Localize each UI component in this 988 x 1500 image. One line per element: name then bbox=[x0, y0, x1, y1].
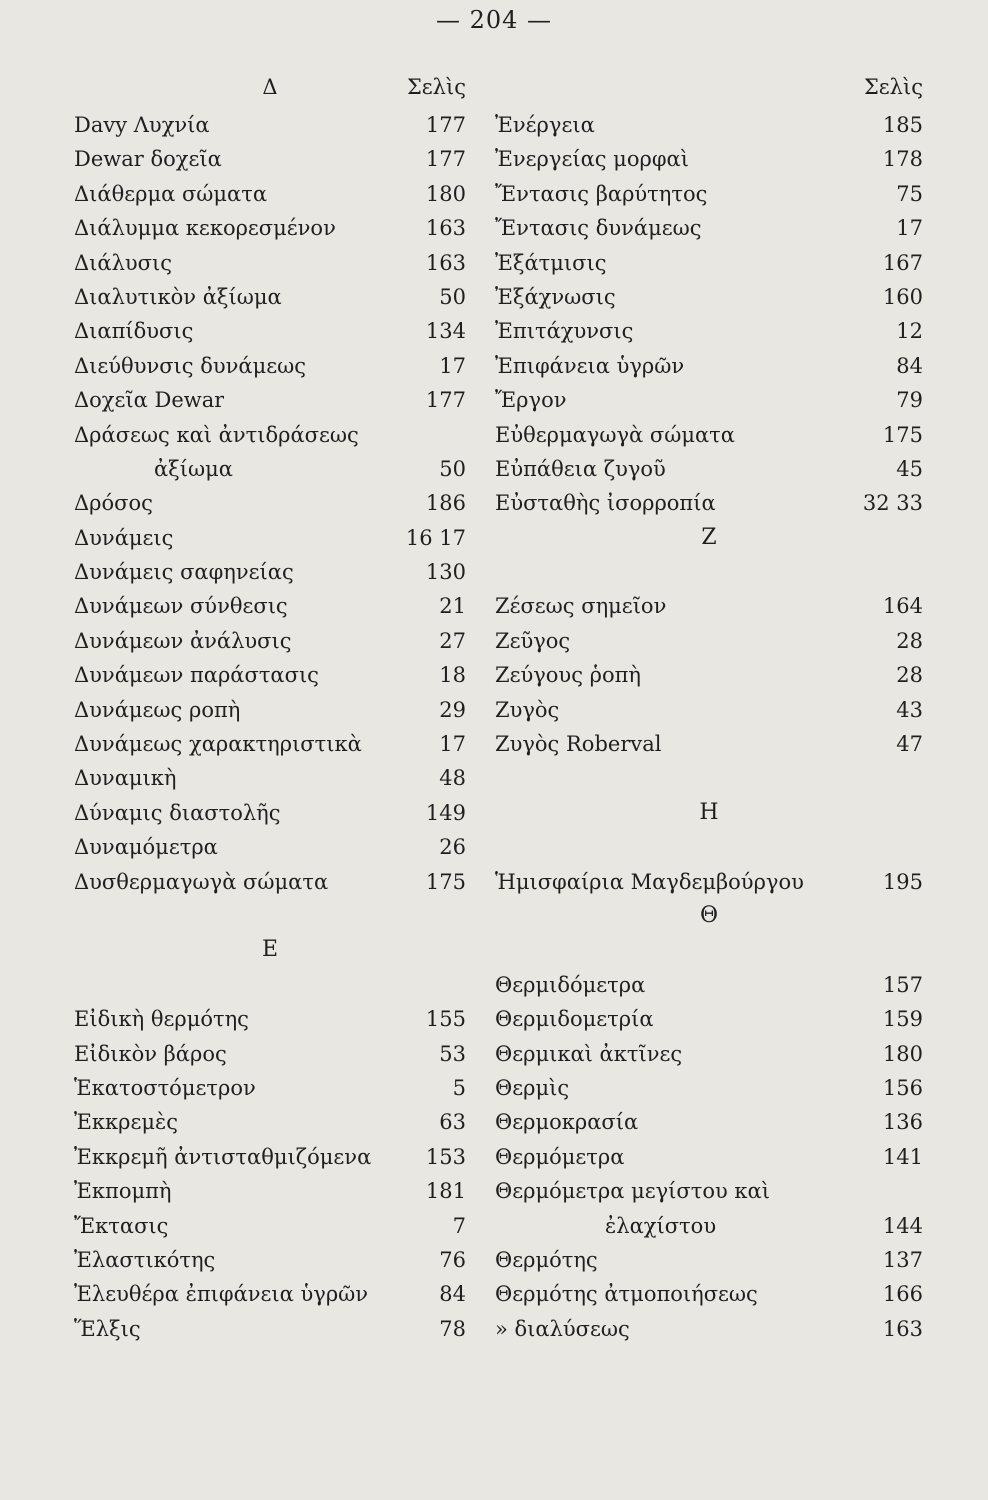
index-term: Διάλυμμα κεκορεσμένον bbox=[74, 216, 336, 241]
index-page: 175 bbox=[882, 422, 923, 447]
index-page: 75 bbox=[896, 181, 923, 206]
index-page: 26 bbox=[439, 835, 466, 860]
index-right-column bbox=[495, 73, 923, 1346]
index-entry bbox=[74, 555, 466, 589]
index-entry bbox=[495, 177, 923, 211]
index-page: 53 bbox=[439, 1041, 466, 1066]
index-page: 164 bbox=[882, 594, 923, 619]
index-entry bbox=[495, 693, 923, 727]
index-page: 167 bbox=[882, 250, 923, 275]
index-page: 175 bbox=[425, 869, 466, 894]
page-number: — 204 — bbox=[435, 6, 553, 34]
index-entry bbox=[74, 658, 466, 692]
index-term: Davy Λυχνία bbox=[74, 113, 210, 137]
page-column-header: Σελὶς bbox=[863, 75, 923, 99]
index-page: 177 bbox=[425, 388, 466, 413]
index-term: Θερμὶς bbox=[495, 1075, 570, 1100]
index-group-eta bbox=[495, 865, 923, 899]
index-entry bbox=[74, 349, 466, 383]
index-term: Διεύθυνσις δυνάμεως bbox=[74, 353, 306, 378]
index-term: Θερμόμετρα μεγίστου καὶ bbox=[495, 1179, 770, 1204]
index-term: Διαπίδυσις bbox=[74, 319, 194, 344]
index-entry bbox=[74, 246, 466, 280]
index-group-delta bbox=[74, 108, 466, 899]
index-entry bbox=[74, 1277, 466, 1311]
index-term: Θερμιδόμετρα bbox=[495, 972, 646, 997]
index-page: 50 bbox=[439, 456, 466, 481]
index-page: 76 bbox=[439, 1247, 466, 1272]
index-term: Ἐκπομπὴ bbox=[74, 1179, 172, 1204]
index-term: Ἕλξις bbox=[74, 1316, 141, 1341]
index-entry bbox=[74, 177, 466, 211]
index-page: 156 bbox=[882, 1075, 923, 1100]
index-entry bbox=[74, 624, 466, 658]
index-page: 181 bbox=[425, 1179, 466, 1204]
index-term: Ζυγὸς Roberval bbox=[495, 732, 662, 757]
index-term: Ἔκτασις bbox=[74, 1213, 169, 1238]
index-term: Εἰδικὴ θερμότης bbox=[74, 1007, 249, 1032]
index-entry bbox=[495, 1140, 923, 1174]
index-page: 185 bbox=[882, 113, 923, 137]
index-entry bbox=[495, 1243, 923, 1277]
index-term: Εὐσταθὴς ἰσορροπία bbox=[495, 491, 716, 516]
index-term: Δυναμικὴ bbox=[74, 766, 177, 791]
index-entry bbox=[495, 1002, 923, 1036]
index-term: Ἑκατοστόμετρον bbox=[74, 1075, 256, 1100]
index-term: Διάθερμα σώματα bbox=[74, 181, 268, 206]
index-entry bbox=[74, 830, 466, 864]
index-term: Ἡμισφαίρια Μαγδεμβούργου bbox=[495, 869, 804, 894]
index-term: Δυνάμεως χαρακτηριστικὰ bbox=[74, 732, 362, 757]
index-entry bbox=[74, 142, 466, 176]
index-term: » διαλύσεως bbox=[495, 1316, 630, 1341]
section-header-delta bbox=[74, 73, 466, 108]
index-page: 163 bbox=[425, 216, 466, 241]
index-page: 29 bbox=[439, 697, 466, 722]
index-group-epsilon bbox=[74, 1002, 466, 1346]
index-entry bbox=[495, 1277, 923, 1311]
page-column-header: Σελὶς bbox=[406, 75, 466, 99]
index-term: Ἐνεργείας μορφαὶ bbox=[495, 147, 689, 172]
index-term: Δοχεῖα Dewar bbox=[74, 388, 225, 413]
index-entry bbox=[495, 1174, 923, 1208]
index-entry bbox=[495, 314, 923, 348]
index-entry bbox=[74, 314, 466, 348]
index-page: 137 bbox=[882, 1247, 923, 1272]
index-entry bbox=[74, 1071, 466, 1105]
index-page: 136 bbox=[882, 1110, 923, 1135]
index-entry bbox=[495, 349, 923, 383]
index-page: 180 bbox=[882, 1041, 923, 1066]
index-entry bbox=[495, 1105, 923, 1139]
index-page: 160 bbox=[882, 284, 923, 309]
index-term: Ἐξάτμισις bbox=[495, 250, 607, 275]
index-term: Δυνάμεων παράστασις bbox=[74, 663, 319, 688]
index-page: 7 bbox=[452, 1213, 466, 1238]
index-entry bbox=[495, 865, 923, 899]
index-term: ἐλαχίστου bbox=[605, 1213, 717, 1238]
index-page: 157 bbox=[882, 972, 923, 997]
index-term: Ἐκκρεμὲς bbox=[74, 1110, 179, 1135]
index-term: Εἰδικὸν βάρος bbox=[74, 1041, 227, 1066]
index-entry bbox=[74, 796, 466, 830]
index-term: Δυνάμεις σαφηνείας bbox=[74, 560, 294, 585]
index-entry bbox=[74, 589, 466, 623]
index-term: Ἐνέργεια bbox=[495, 113, 595, 137]
index-term: Ἐλευθέρα ἐπιφάνεια ὑγρῶν bbox=[74, 1282, 369, 1307]
index-page: 43 bbox=[896, 697, 923, 722]
index-page: 84 bbox=[439, 1282, 466, 1307]
index-page: 134 bbox=[425, 319, 466, 344]
index-entry bbox=[74, 1105, 466, 1139]
section-letter: Δ bbox=[262, 75, 278, 99]
index-entry bbox=[74, 1174, 466, 1208]
index-page: 144 bbox=[882, 1213, 923, 1238]
index-entry bbox=[495, 727, 923, 761]
index-term: Εὐθερμαγωγὰ σώματα bbox=[495, 422, 735, 447]
index-entry bbox=[495, 108, 923, 142]
index-entry bbox=[495, 1037, 923, 1071]
index-entry bbox=[495, 1071, 923, 1105]
index-page: 141 bbox=[882, 1144, 923, 1169]
index-entry bbox=[74, 1312, 466, 1346]
index-entry bbox=[495, 486, 923, 520]
index-entry bbox=[74, 383, 466, 417]
index-term: Ζέσεως σημεῖον bbox=[495, 594, 667, 619]
index-page: 21 bbox=[439, 594, 466, 619]
index-page: 130 bbox=[425, 560, 466, 585]
index-page: 79 bbox=[896, 388, 923, 413]
index-term: Ἐπιφάνεια ὑγρῶν bbox=[495, 353, 685, 378]
index-page: 155 bbox=[425, 1007, 466, 1032]
index-page: 32 33 bbox=[862, 491, 923, 516]
index-entry bbox=[495, 1312, 923, 1346]
index-page: 45 bbox=[896, 456, 923, 481]
index-entry bbox=[495, 211, 923, 245]
section-letter-eta: Η bbox=[699, 799, 719, 825]
index-term: Θερμικαὶ ἀκτῖνες bbox=[495, 1041, 683, 1066]
index-page: 17 bbox=[896, 216, 923, 241]
index-group-zeta bbox=[495, 589, 923, 761]
index-page: 27 bbox=[439, 628, 466, 653]
index-page: 180 bbox=[425, 181, 466, 206]
index-page: 28 bbox=[896, 628, 923, 653]
index-page: 5 bbox=[452, 1075, 466, 1100]
index-page: 163 bbox=[882, 1316, 923, 1341]
index-page: 48 bbox=[439, 766, 466, 791]
index-term: Ἔργον bbox=[495, 388, 567, 413]
index-entry bbox=[495, 280, 923, 314]
index-page: 12 bbox=[896, 319, 923, 344]
index-left-column bbox=[74, 73, 466, 1346]
index-term: Διαλυτικὸν ἀξίωμα bbox=[74, 284, 282, 309]
section-header-right bbox=[495, 73, 923, 108]
index-term: Θερμότης bbox=[495, 1247, 598, 1272]
index-page: 47 bbox=[896, 732, 923, 757]
index-entry bbox=[495, 246, 923, 280]
index-page: 16 17 bbox=[405, 525, 466, 550]
index-entry bbox=[74, 211, 466, 245]
index-page: 177 bbox=[425, 113, 466, 137]
index-term: Ἐπιτάχυνσις bbox=[495, 319, 634, 344]
index-term: Ἐλαστικότης bbox=[74, 1247, 216, 1272]
index-entry bbox=[74, 1037, 466, 1071]
index-term: Ζεύγους ῥοπὴ bbox=[495, 663, 642, 688]
index-entry bbox=[495, 452, 923, 486]
index-page: 149 bbox=[425, 800, 466, 825]
index-entry bbox=[495, 142, 923, 176]
index-page: 28 bbox=[896, 663, 923, 688]
index-entry bbox=[74, 727, 466, 761]
index-entry bbox=[74, 418, 466, 452]
index-page: 63 bbox=[439, 1110, 466, 1135]
section-letter-theta: Θ bbox=[699, 902, 719, 928]
section-letter-epsilon: Ε bbox=[261, 937, 279, 963]
index-term: Δρόσος bbox=[74, 491, 153, 516]
index-term: Ἔντασις βαρύτητος bbox=[495, 181, 708, 206]
index-term: Δράσεως καὶ ἀντιδράσεως bbox=[74, 422, 359, 447]
index-entry bbox=[74, 1140, 466, 1174]
index-entry bbox=[74, 108, 466, 142]
index-entry bbox=[74, 693, 466, 727]
index-page: 78 bbox=[439, 1316, 466, 1341]
index-term: Δυνάμεων ἀνάλυσις bbox=[74, 628, 292, 653]
index-entry bbox=[495, 418, 923, 452]
index-group-theta bbox=[495, 968, 923, 1346]
index-page: 186 bbox=[425, 491, 466, 516]
index-term: ἀξίωμα bbox=[154, 456, 233, 481]
index-page: 17 bbox=[439, 732, 466, 757]
index-page: 166 bbox=[882, 1282, 923, 1307]
index-page: 195 bbox=[882, 869, 923, 894]
index-term: Ἐξάχνωσις bbox=[495, 284, 616, 309]
index-term: Διάλυσις bbox=[74, 250, 172, 275]
index-page: 18 bbox=[439, 663, 466, 688]
index-term: Θερμοκρασία bbox=[495, 1110, 639, 1135]
index-entry bbox=[495, 624, 923, 658]
index-entry bbox=[495, 968, 923, 1002]
index-page: 50 bbox=[439, 284, 466, 309]
index-entry bbox=[74, 1243, 466, 1277]
index-term: Θερμότης ἀτμοποιήσεως bbox=[495, 1282, 758, 1307]
index-term: Δυνάμεις bbox=[74, 525, 174, 550]
index-entry bbox=[495, 1209, 923, 1243]
index-entry bbox=[495, 589, 923, 623]
index-group-epsilon-cont bbox=[495, 108, 923, 521]
index-term: Ἐκκρεμῆ ἀντισταθμιζόμενα bbox=[74, 1144, 372, 1169]
index-entry bbox=[495, 383, 923, 417]
index-entry bbox=[74, 1209, 466, 1243]
index-term: Θερμιδομετρία bbox=[495, 1007, 654, 1032]
index-term: Θερμόμετρα bbox=[495, 1144, 625, 1169]
index-term: Ζυγὸς bbox=[495, 697, 560, 722]
index-entry bbox=[495, 658, 923, 692]
index-page: 178 bbox=[882, 147, 923, 172]
index-term: Δυσθερμαγωγὰ σώματα bbox=[74, 869, 329, 894]
index-term: Ἔντασις δυνάμεως bbox=[495, 216, 702, 241]
index-term: Dewar δοχεῖα bbox=[74, 147, 222, 172]
index-entry bbox=[74, 1002, 466, 1036]
index-entry bbox=[74, 865, 466, 899]
index-term: Δυνάμεων σύνθεσις bbox=[74, 594, 288, 619]
index-term: Δυνάμεως ροπὴ bbox=[74, 697, 241, 722]
index-entry bbox=[74, 761, 466, 795]
index-page: 177 bbox=[425, 147, 466, 172]
index-page: 159 bbox=[882, 1007, 923, 1032]
index-entry bbox=[74, 486, 466, 520]
index-term: Εὐπάθεια ζυγοῦ bbox=[495, 456, 666, 481]
index-term: Ζεῦγος bbox=[495, 628, 571, 653]
index-term: Δυναμόμετρα bbox=[74, 835, 218, 860]
index-entry bbox=[74, 521, 466, 555]
index-entry bbox=[74, 452, 466, 486]
section-letter-zeta: Ζ bbox=[701, 524, 717, 550]
index-page: 17 bbox=[439, 353, 466, 378]
index-page: 163 bbox=[425, 250, 466, 275]
index-page: 153 bbox=[425, 1144, 466, 1169]
index-page: 84 bbox=[896, 353, 923, 378]
index-entry bbox=[74, 280, 466, 314]
index-term: Δύναμις διαστολῆς bbox=[74, 800, 281, 825]
